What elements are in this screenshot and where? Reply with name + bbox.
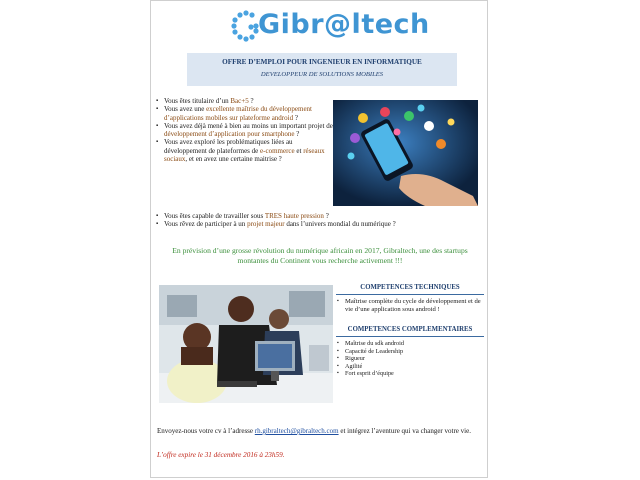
logo-text: Gibr@ltech <box>258 9 430 40</box>
list-item: ▪ Vous avez déjà mené à bien au moins un important projet de développement d’application pour smartphone ? <box>155 122 335 139</box>
title-banner <box>187 53 457 86</box>
list-item: ▪ Rigueur <box>336 355 484 363</box>
list-item: ▪ Vous êtes capable de travailler sous TRES haute pression ? <box>155 212 485 220</box>
offer-deadline: L’offre expire le 31 décembre 2016 à 23h59. <box>157 451 285 459</box>
divider <box>336 336 484 337</box>
requirements-list-wide <box>155 212 485 229</box>
gibraltech-logo <box>230 7 430 47</box>
list-item: ▪ Agilité <box>336 363 484 371</box>
recruitment-announcement: En prévision d’une grosse révolution du numérique africain en 2017, Gibraltech, une des startups montantes du Continent vous recherche activement !!! <box>172 246 468 265</box>
list-item: ▪ Vous êtes titulaire d’un Bac+5 ? <box>155 97 335 105</box>
application-instructions: Envoyez-nous votre cv à l’adresse rh.gibraltech@gibraltech.com et intégrez l’aventure qui va changer votre vie. <box>157 427 471 435</box>
list-item: ▪ Fort esprit d’équipe <box>336 370 484 378</box>
skills-panel <box>336 284 484 378</box>
complementary-skills-title: COMPETENCES COMPLEMENTAIRES <box>347 326 473 333</box>
requirements-list <box>155 97 335 163</box>
list-item: ▪ Vous avez exploré les problématiques liées au développement de plateformes de e-commerce et réseaux sociaux, et en avez une certaine maitrise ? <box>155 138 335 163</box>
offer-subtitle: DEVELOPPEUR DE SOLUTIONS MOBILES <box>260 71 384 78</box>
logo-g-dots-icon <box>230 9 260 43</box>
offer-title: OFFRE D’EMPLOI POUR INGENIEUR EN INFORMATIQUE <box>222 58 422 66</box>
list-item: ▪ Vous rêvez de participer à un projet majeur dans l’univers mondial du numérique ? <box>155 220 485 228</box>
list-item: ▪ Maîtrise complète du cycle de développement et de vie d’une application sous android ! <box>336 298 484 314</box>
job-offer-document <box>150 0 488 478</box>
list-item: ▪ Maîtrise du sdk android <box>336 340 484 348</box>
technical-skills-title: COMPETENCES TECHNIQUES <box>360 284 460 291</box>
list-item: ▪ Capacité de Leadership <box>336 348 484 356</box>
email-link[interactable]: rh.gibraltech@gibraltech.com <box>254 427 339 435</box>
divider <box>336 294 484 295</box>
list-item: ▪ Vous avez une excellente maîtrise du développement d’applications mobiles sur plateforme android ? <box>155 105 335 122</box>
smartphone-hand-photo <box>333 100 478 206</box>
team-computer-lab-photo <box>159 285 333 403</box>
